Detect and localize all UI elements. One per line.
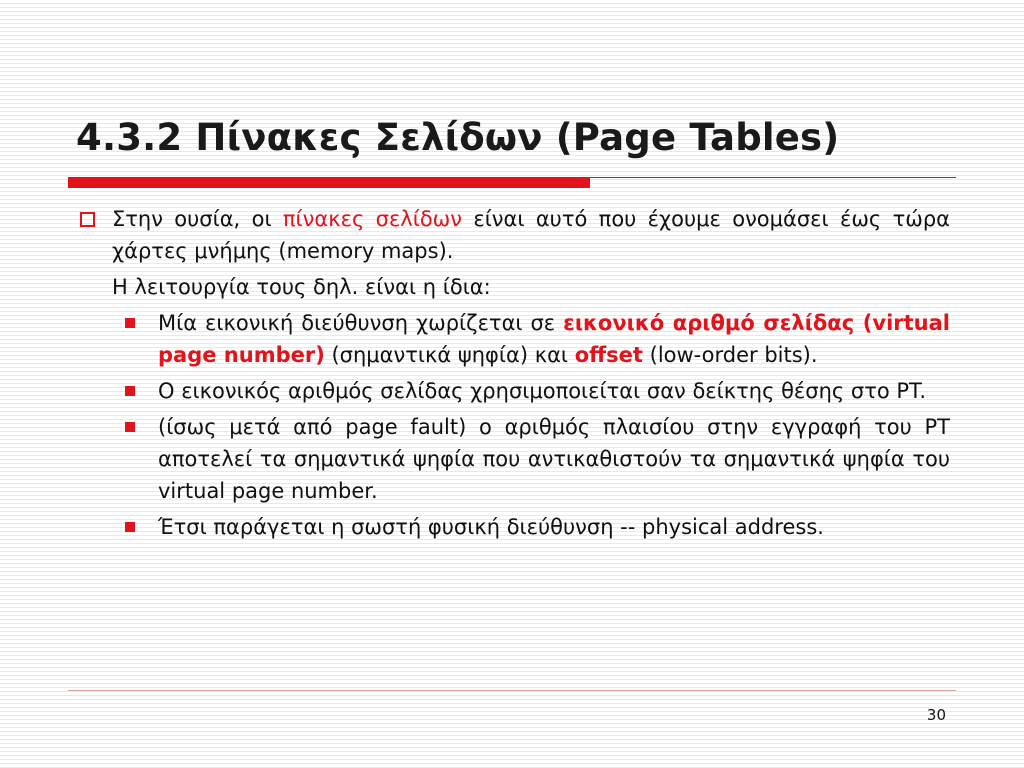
sub-bullet-1-highlight-1: εικονικό αριθμό σελίδας (virtual page number) (158, 311, 950, 367)
slide-content (80, 203, 950, 543)
slide-title: 4.3.2 Πίνακες Σελίδων (Page Tables) (76, 116, 840, 159)
sub-bullet-item-1 (125, 307, 950, 371)
title-underline-line (590, 177, 956, 178)
sub-bullet-item-2 (125, 375, 950, 407)
sub-bullet-1-text-before: Μία εικονική διεύθυνση χωρίζεται σε (158, 311, 564, 335)
hollow-square-bullet-icon (80, 212, 95, 227)
filled-square-bullet-icon (125, 422, 135, 432)
sub-bullet-3-text: (ίσως μετά από page fault) ο αριθμός πλαισίου στην εγγραφή του PT αποτελεί τα σημαντικά ψηφία που αντικαθιστούν τα σημαντικά ψηφία του virtual page number. (158, 415, 950, 503)
sub-bullet-2-text: Ο εικονικός αριθμός σελίδας χρησιμοποιείται σαν δείκτης θέσης στο PT. (158, 379, 927, 403)
bullet-1-text-before: Στην ουσία, οι (112, 207, 283, 231)
filled-square-bullet-icon (125, 318, 135, 328)
sub-bullet-1-text-middle: (σημαντικά ψηφία) και (324, 343, 575, 367)
sub-bullet-1-highlight-2: offset (574, 343, 643, 367)
filled-square-bullet-icon (125, 386, 135, 396)
continuation-paragraph: Η λειτουργία τους δηλ. είναι η ίδια: (112, 275, 491, 299)
sub-bullet-item-4 (125, 511, 950, 543)
sub-bullet-item-3 (125, 411, 950, 507)
title-underline-bar (68, 177, 590, 188)
page-number: 30 (926, 706, 946, 724)
sub-bullet-1-text-after: (low-order bits). (642, 343, 818, 367)
bullet-1-text-after: είναι αυτό που έχουμε ονομάσει έως τώρα χάρτες μνήμης (memory maps). (112, 207, 950, 263)
bullet-item-1 (80, 203, 950, 267)
filled-square-bullet-icon (125, 522, 135, 532)
bullet-1-highlight: πίνακες σελίδων (282, 207, 462, 231)
footer-divider (68, 690, 956, 691)
sub-bullet-4-text: Έτσι παράγεται η σωστή φυσική διεύθυνση -- physical address. (158, 515, 824, 539)
